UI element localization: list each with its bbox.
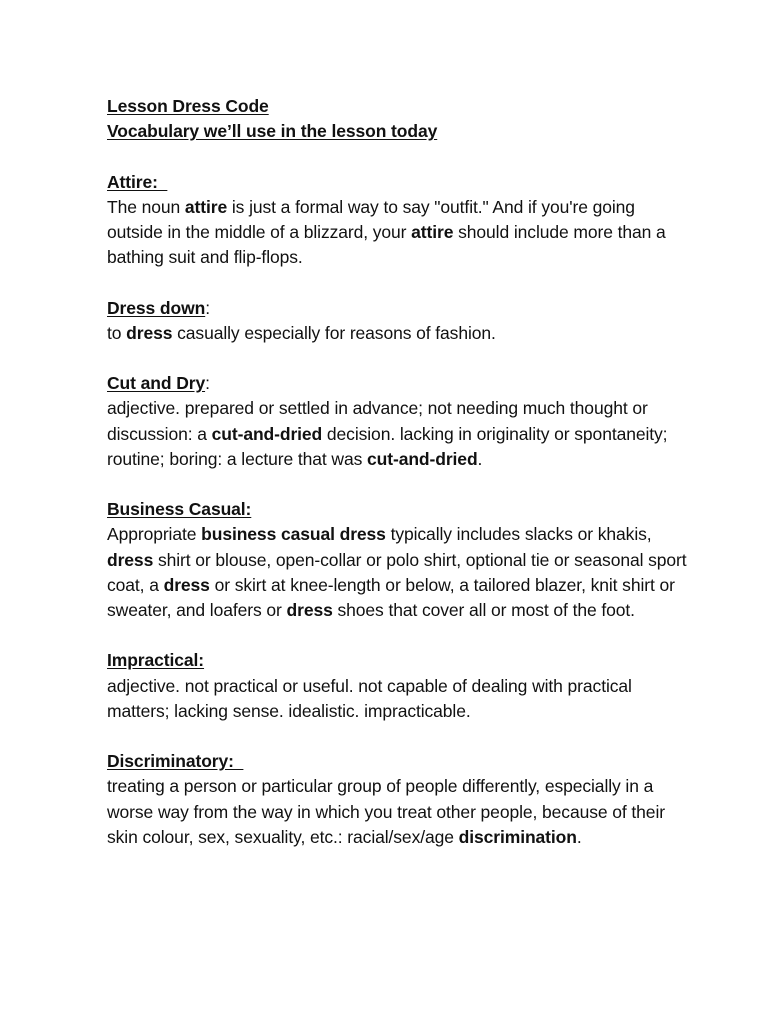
vocab-entry — [107, 170, 687, 271]
vocab-term: Business Casual: — [107, 499, 252, 520]
vocab-definition — [107, 321, 687, 346]
document-subtitle: Vocabulary we’ll use in the lesson today — [107, 121, 438, 142]
definition-text: to — [107, 322, 127, 343]
vocab-term-suffix: : — [205, 373, 210, 394]
definition-keyword: attire — [411, 222, 454, 242]
vocab-entry — [107, 296, 687, 346]
title-block — [107, 94, 687, 144]
definition-keyword: dress — [286, 600, 333, 620]
vocabulary-list — [107, 170, 687, 850]
vocab-term: Impractical: — [107, 650, 205, 671]
vocab-definition — [107, 522, 687, 623]
vocab-term: Cut and Dry — [107, 373, 206, 394]
definition-text: shoes that cover all or most of the foot. — [332, 600, 635, 620]
vocab-definition — [107, 674, 687, 724]
definition-keyword: business casual dress — [201, 524, 386, 545]
definition-keyword: attire — [184, 196, 228, 217]
definition-text: should include more than a bathing suit and flip-flops. — [107, 222, 666, 268]
definition-keyword: dress — [126, 322, 173, 343]
vocab-entry — [107, 749, 687, 850]
vocab-definition — [107, 195, 687, 271]
vocab-term-heading — [107, 648, 687, 673]
vocab-definition — [107, 774, 687, 850]
definition-keyword: cut-and-dried — [211, 423, 323, 444]
document-page — [107, 94, 687, 850]
definition-text: shirt or blouse, open-collar or polo shirt, optional tie or seasonal sport coat, a — [107, 549, 687, 595]
definition-text: adjective. not practical or useful. not capable of dealing with practical matters; lacking sense. idealistic. impracticable. — [107, 675, 632, 721]
definition-text: treating a person or particular group of people differently, especially in a worse way from the way in which you treat other people, because of their skin colour, sex, sexuality, etc.: racial/sex/age — [107, 776, 665, 847]
vocab-term: Attire: — [107, 171, 168, 192]
definition-text: The noun — [107, 196, 185, 217]
definition-text: . — [576, 826, 582, 847]
vocab-entry — [107, 497, 687, 623]
vocab-term-heading — [107, 749, 687, 774]
definition-text: decision. lacking in originality or spontaneity; routine; boring: a lecture that was — [107, 423, 668, 469]
definition-text: or skirt at knee-length or below, a tailored blazer, knit shirt or sweater, and loafers or — [107, 574, 675, 620]
vocab-term: Discriminatory: — [107, 751, 244, 772]
definition-text: is just a formal way to say "outfit." And if you're going outside in the middle of a blizzard, your — [107, 196, 635, 242]
vocab-term-heading — [107, 497, 687, 522]
definition-keyword: cut-and-dried — [367, 448, 478, 469]
definition-keyword: dress — [107, 549, 154, 570]
definition-keyword: discrimination — [458, 826, 577, 847]
vocab-term-heading — [107, 296, 687, 321]
definition-text: casually especially for reasons of fashion. — [172, 322, 496, 343]
definition-text: adjective. prepared or settled in advance; not needing much thought or discussion: a — [107, 398, 648, 444]
definition-text: typically includes slacks or khakis, — [385, 524, 652, 545]
document-title: Lesson Dress Code — [107, 96, 269, 116]
definition-text: Appropriate — [107, 524, 202, 545]
vocab-entry — [107, 371, 687, 472]
definition-keyword: dress — [163, 574, 210, 595]
vocab-entry — [107, 648, 687, 724]
vocab-definition — [107, 396, 687, 472]
vocab-term-heading — [107, 170, 687, 195]
vocab-term-suffix: : — [205, 297, 210, 318]
vocab-term-heading — [107, 371, 687, 396]
definition-text: . — [477, 448, 483, 469]
vocab-term: Dress down — [107, 297, 206, 318]
